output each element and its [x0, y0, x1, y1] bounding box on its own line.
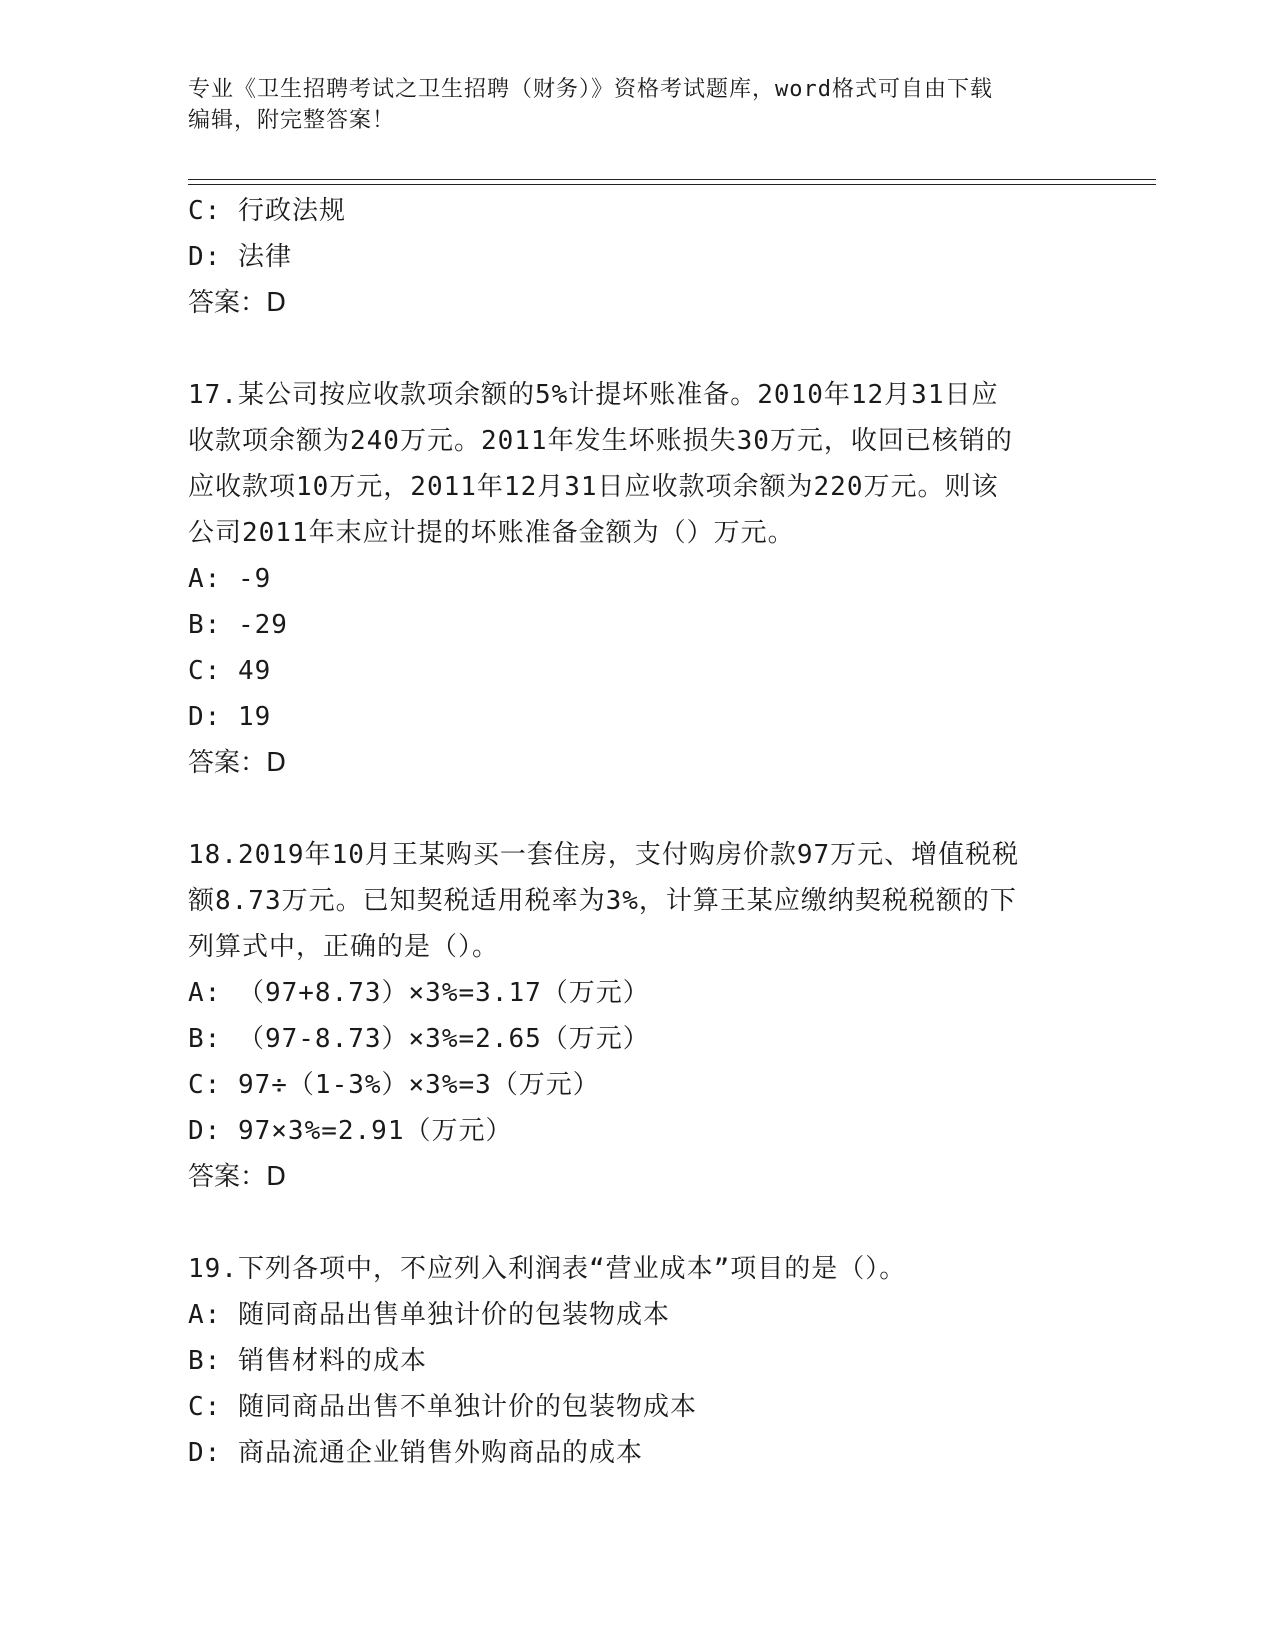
option-c: C: 随同商品出售不单独计价的包装物成本	[188, 1392, 697, 1422]
question-stem-line: 应收款项10万元，2011年12月31日应收款项余额为220万元。则该	[188, 472, 999, 502]
spacer	[188, 326, 1088, 372]
document-header	[188, 74, 1088, 136]
question-stem-line: 收款项余额为240万元。2011年发生坏账损失30万元，收回已核销的	[188, 426, 1013, 456]
question-16-tail	[188, 188, 1088, 326]
option-b: B: （97-8.73）×3%=2.65（万元）	[188, 1024, 650, 1054]
option-b: B: -29	[188, 610, 288, 640]
answer-line: 答案：D	[188, 1162, 287, 1192]
spacer	[188, 1200, 1088, 1246]
option-b: B: 销售材料的成本	[188, 1346, 427, 1376]
header-line-2: 编辑，附完整答案！	[188, 108, 396, 133]
question-stem-line: 列算式中，正确的是（）。	[188, 932, 500, 962]
question-18	[188, 832, 1088, 1200]
question-17	[188, 372, 1088, 786]
option-c: C: 行政法规	[188, 196, 346, 226]
option-d: D: 法律	[188, 242, 292, 272]
spacer	[188, 786, 1088, 832]
header-line-1: 专业《卫生招聘考试之卫生招聘（财务）》资格考试题库，word格式可自由下载	[188, 77, 993, 102]
option-c: C: 97÷（1-3%）×3%=3（万元）	[188, 1070, 600, 1100]
option-d: D: 商品流通企业销售外购商品的成本	[188, 1438, 643, 1468]
option-a: A: 随同商品出售单独计价的包装物成本	[188, 1300, 670, 1330]
question-stem-line: 18.2019年10月王某购买一套住房，支付购房价款97万元、增值税税	[188, 840, 1020, 870]
answer-line: 答案：D	[188, 288, 287, 318]
option-d: D: 97×3%=2.91（万元）	[188, 1116, 513, 1146]
option-a: A: （97+8.73）×3%=3.17（万元）	[188, 978, 650, 1008]
question-list	[188, 188, 1088, 1476]
question-stem-line: 19.下列各项中，不应列入利润表“营业成本”项目的是（）。	[188, 1254, 907, 1284]
question-stem-line: 公司2011年末应计提的坏账准备金额为（）万元。	[188, 518, 795, 548]
option-c: C: 49	[188, 656, 272, 686]
option-a: A: -9	[188, 564, 272, 594]
answer-line: 答案：D	[188, 748, 287, 778]
header-divider-bottom	[188, 184, 1156, 185]
question-stem-line: 17.某公司按应收款项余额的5%计提坏账准备。2010年12月31日应	[188, 380, 999, 410]
header-divider-top	[188, 179, 1156, 180]
question-stem-line: 额8.73万元。已知契税适用税率为3%，计算王某应缴纳契税税额的下	[188, 886, 1017, 916]
question-19	[188, 1246, 1088, 1476]
option-d: D: 19	[188, 702, 272, 732]
